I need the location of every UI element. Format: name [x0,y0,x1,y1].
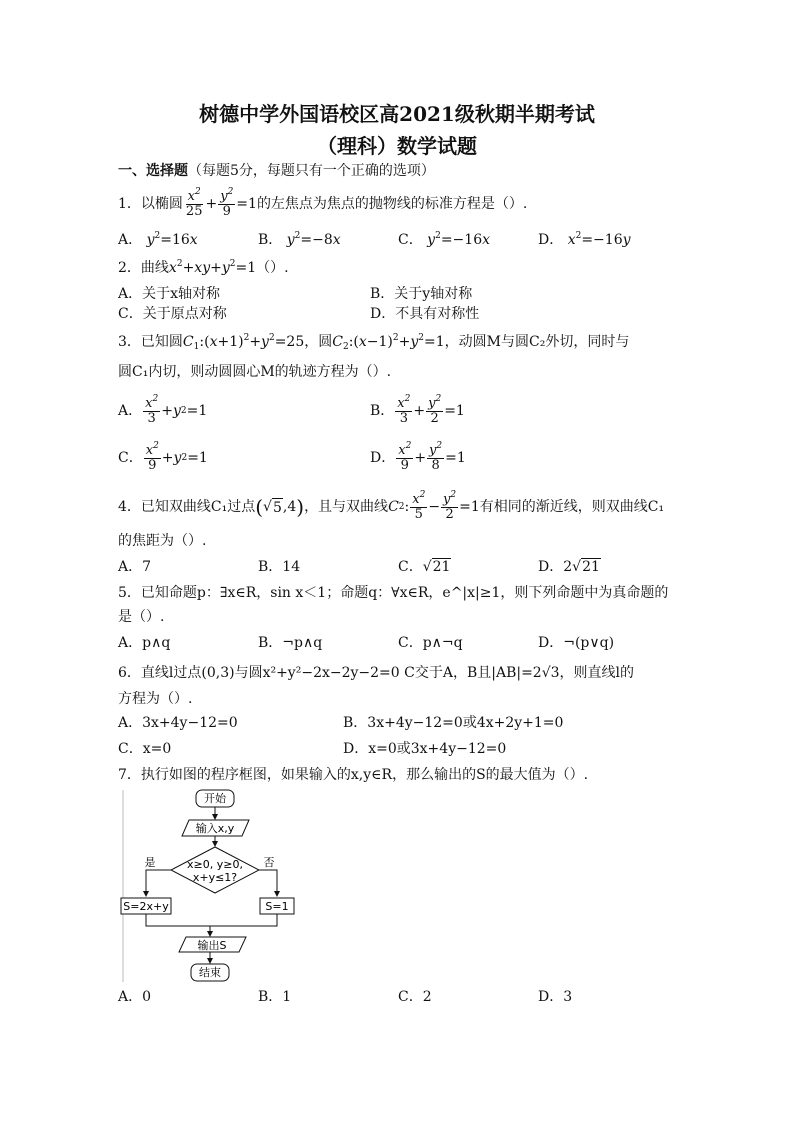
question-1-stem: 1．以椭圆 $\frac{x^2}{25}$ + $\frac{y^2}{9}$ =1 的左焦点为焦点的抛物线的标准方程是（）. [118,186,528,219]
question-6-line-2: 方程为（）. [118,691,193,707]
question-3-line-2: 圆C₁内切，则动圆圆心M的轨迹方程为（）. [118,364,392,380]
question-4-option-b: B．14 [258,559,301,575]
flow-input-label: 输入x,y [195,822,235,835]
flow-right-label: S=1 [265,900,289,913]
question-5-option-d: D．¬(p∨q) [538,635,615,651]
flow-left-label: S=2x+y [123,900,169,913]
section-note: （每题5分，每题只有一个正确的选项） [188,163,435,179]
exam-title: 树德中学外国语校区高2021级秋期半期考试 [199,102,595,126]
flow-decision-label-1: x≥0, y≥0, [187,858,243,871]
question-4-line-2: 的焦距为（）. [118,533,207,549]
question-7-option-b: B．1 [258,989,292,1005]
question-5-line-1: 5．已知命题p：∃x∈R，sin x＜1；命题q：∀x∈R，e^|x|≥1，则下列命题中为真命题的 [118,585,669,601]
question-5-option-b: B．¬p∧q [258,635,323,651]
question-7-option-c: C．2 [398,989,432,1005]
question-4-option-a: A．7 [118,559,152,575]
question-7-stem: 7．执行如图的程序框图，如果输入的x,y∈R，那么输出的S的最大值为（）. [118,767,589,783]
question-7-option-d: D．3 [538,989,573,1005]
question-1-option-b: B． $y^2=-8x$ [258,231,341,248]
question-3-option-c: C． $\frac{x^2}{9}$ + y 2 =1 [118,440,208,473]
question-4-line-1: 4．已知双曲线C₁过点 ( √ 5 ,4 ) ，且与双曲线 C 2 : $\frac{x^2}{5}$ − $\frac{y^2}{2}$ =1 有相同的渐近线，则双曲线C₁ [118,489,665,522]
question-2-option-c: C．关于原点对称 [118,306,227,322]
question-2-option-b: B．关于y轴对称 [370,286,473,302]
question-4-option-c: C．√21 [398,559,451,575]
question-7-option-a: A．0 [118,989,152,1005]
exam-subtitle: （理科）数学试题 [317,134,477,158]
question-6-option-c: C．x=0 [118,741,172,757]
flow-decision-label-2: x+y≤1? [192,871,238,884]
flow-no-label: 否 [263,856,275,869]
section-header [118,160,435,180]
question-5-option-c: C．p∧¬q [398,635,463,651]
question-2-stem: 2．曲线$x^2+xy+y^2=1()$. [118,259,289,276]
question-6-option-a: A．3x+4y−12=0 [118,715,238,731]
question-6-line-1: 6．直线l过点(0,3)与圆x²+y²−2x−2y−2=0 C交于A，B且|AB|=2√3，则直线l的 [118,665,635,681]
flow-start-label: 开始 [204,792,226,805]
question-3-line-1: 3．已知圆$C_1:(x+1)^2+y^2=25$，圆$C_2:(x-1)^2+y^2=1$，动圆M与圆C₂外切，同时与 [118,333,630,352]
question-4-option-d: D．2√21 [538,559,600,575]
flow-end-label: 结束 [199,966,221,979]
question-5-line-2: 是（）. [118,609,165,625]
question-3-option-d: D． $\frac{x^2}{9}$ + $\frac{y^2}{8}$ =1 [370,440,466,473]
question-6-option-d: D．x=0或3x+4y−12=0 [343,741,507,757]
section-label: 一、选择题 [118,163,188,179]
question-3-option-a: A． $\frac{x^2}{3}$ + y 2 =1 [118,393,208,426]
question-1-option-a: A． $y^2=16x$ [118,231,198,248]
flow-yes-label: 是 [144,856,156,869]
question-6-option-b: B．3x+4y−12=0或4x+2y+1=0 [343,715,564,731]
question-2-option-d: D．不具有对称性 [370,306,480,322]
question-2-option-a: A．关于x轴对称 [118,286,221,302]
question-3-option-b: B． $\frac{x^2}{3}$ + $\frac{y^2}{2}$ =1 [370,393,465,426]
frac-y2-9: $\frac{y^2}{9}$ [220,186,234,219]
question-1-option-d: D． $x^2=-16y$ [538,231,631,248]
flowchart [118,786,318,986]
question-1-option-c: C． $y^2=-16x$ [398,231,491,248]
frac-x2-25: $\frac{x^2}{25}$ [185,186,203,219]
flow-output-label: 输出S [197,939,227,952]
question-5-option-a: A．p∧q [118,635,171,651]
